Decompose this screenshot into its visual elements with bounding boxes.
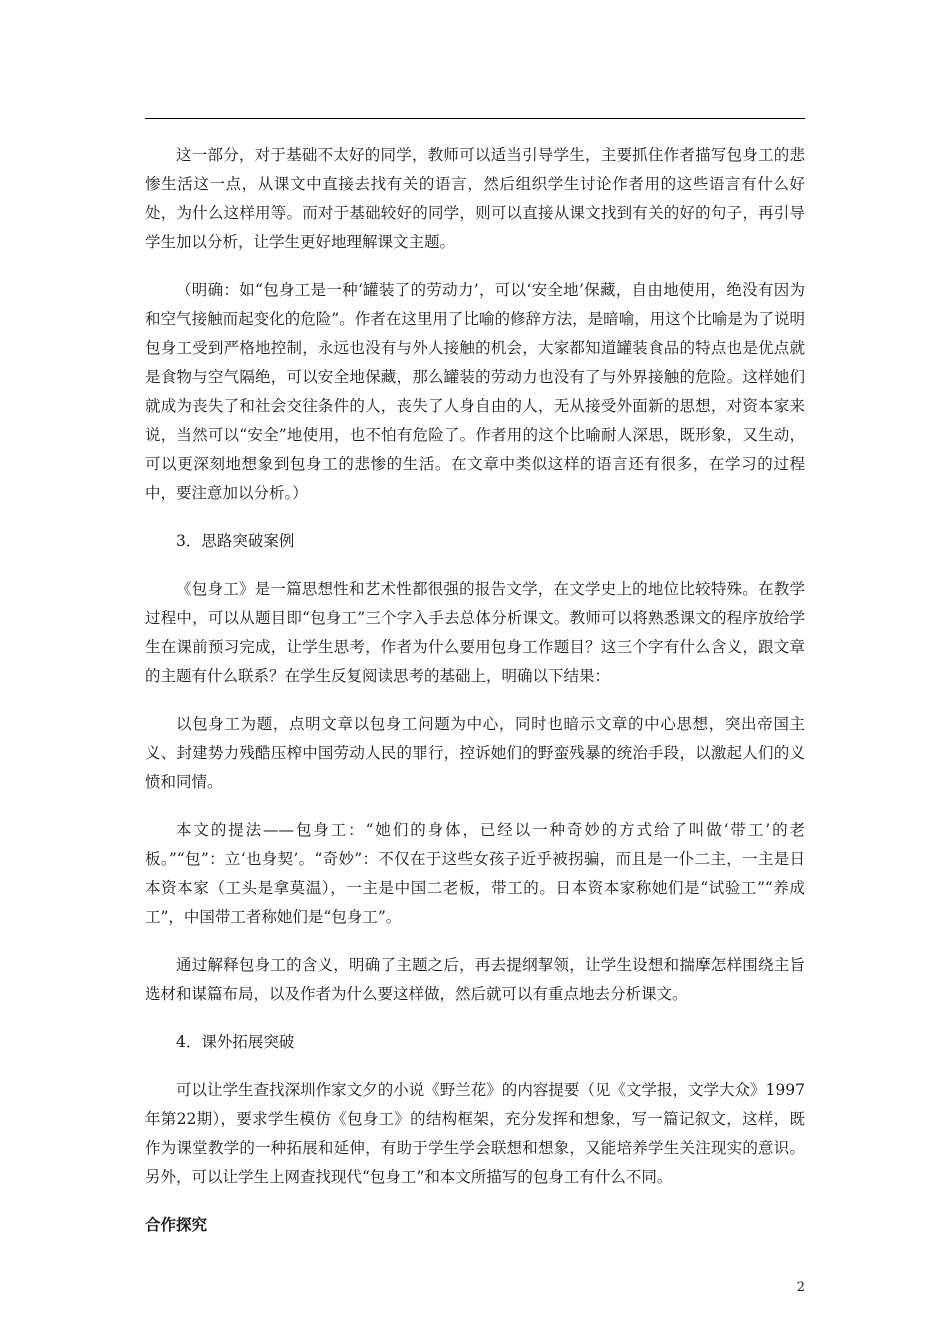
subheading: 4．课外拓展突破 xyxy=(176,1033,295,1051)
paragraph: 通过解释包身工的含义，明确了主题之后，再去提纲挈领，让学生设想和揣摩怎样围绕主旨选材和谋篇布局，以及作者为什么要这样做，然后就可以有重点地去分析课文。 xyxy=(145,956,805,1003)
section-title: 合作探究 xyxy=(145,1216,208,1234)
document-body xyxy=(145,141,805,1240)
paragraph: 《包身工》是一篇思想性和艺术性都很强的报告文学，在文学史上的地位比较特殊。在教学过程中，可以从题目即“包身工”三个字入手去总体分析课文。教师可以将熟悉课文的程序放给学生在课前预习完成，让学生思考，作者为什么要用包身工作题目？这三个字有什么含义，跟文章的主题有什么联系？在学生反复阅读思考的基础上，明确以下结果： xyxy=(145,580,805,685)
paragraph: 这一部分，对于基础不太好的同学，教师可以适当引导学生，主要抓住作者描写包身工的悲惨生活这一点，从课文中直接去找有关的语言，然后组织学生讨论作者用的这些语言有什么好处，为什么这样用等。而对于基础较好的同学，则可以直接从课文找到有关的好的句子，再引导学生加以分析，让学生更好地理解课文主题。 xyxy=(145,146,805,251)
paragraph: 本文的提法——包身工：“她们的身体，已经以一种奇妙的方式给了叫做‘带工’的老板。”“包”：立‘也身契’。“奇妙”：不仅在于这些女孩子近乎被拐骗，而且是一仆二主，一主是日本资本家（工头是拿莫温），一主是中国二老板，带工的。日本资本家称她们是“试验工”“养成工”，中国带工者称她们是“包身工”。 xyxy=(145,821,805,926)
header-rule xyxy=(145,118,805,119)
subheading: 3．思路突破案例 xyxy=(176,532,295,550)
paragraph: 以包身工为题，点明文章以包身工问题为中心，同时也暗示文章的中心思想，突出帝国主义、封建势力残酷压榨中国劳动人民的罪行，控诉她们的野蛮残暴的统治手段，以激起人们的义愤和同情。 xyxy=(145,715,805,791)
paragraph: （明确：如“包身工是一种‘罐装了的劳动力’，可以‘安全地’保藏，自由地使用，绝没有因为和空气接触而起变化的危险”。作者在这里用了比喻的修辞方法，是暗喻，用这个比喻是为了说明包身工受到严格地控制，永远也没有与外人接触的机会，大家都知道罐装食品的特点也是优点就是食物与空气隔绝，可以安全地保藏，那么罐装的劳动力也没有了与外界接触的危险。这样她们就成为丧失了和社会交往条件的人，丧失了人身自由的人，无从接受外面新的思想，对资本家来说，当然可以“安全”地使用，也不怕有危险了。作者用的这个比喻耐人深思，既形象，又生动，可以更深刻地想象到包身工的悲惨的生活。在文章中类似这样的语言还有很多，在学习的过程中，要注意加以分析。） xyxy=(145,281,805,502)
paragraph: 可以让学生查找深圳作家文夕的小说《野兰花》的内容提要（见《文学报，文学大众》1997年第22期），要求学生模仿《包身工》的结构框架，充分发挥和想象，写一篇记叙文，这样，既作为课堂教学的一种拓展和延伸，有助于学生学会联想和想象，又能培养学生关注现实的意识。另外，可以让学生上网查找现代“包身工”和本文所描写的包身工有什么不同。 xyxy=(145,1081,805,1186)
page-number: 2 xyxy=(796,1280,805,1295)
